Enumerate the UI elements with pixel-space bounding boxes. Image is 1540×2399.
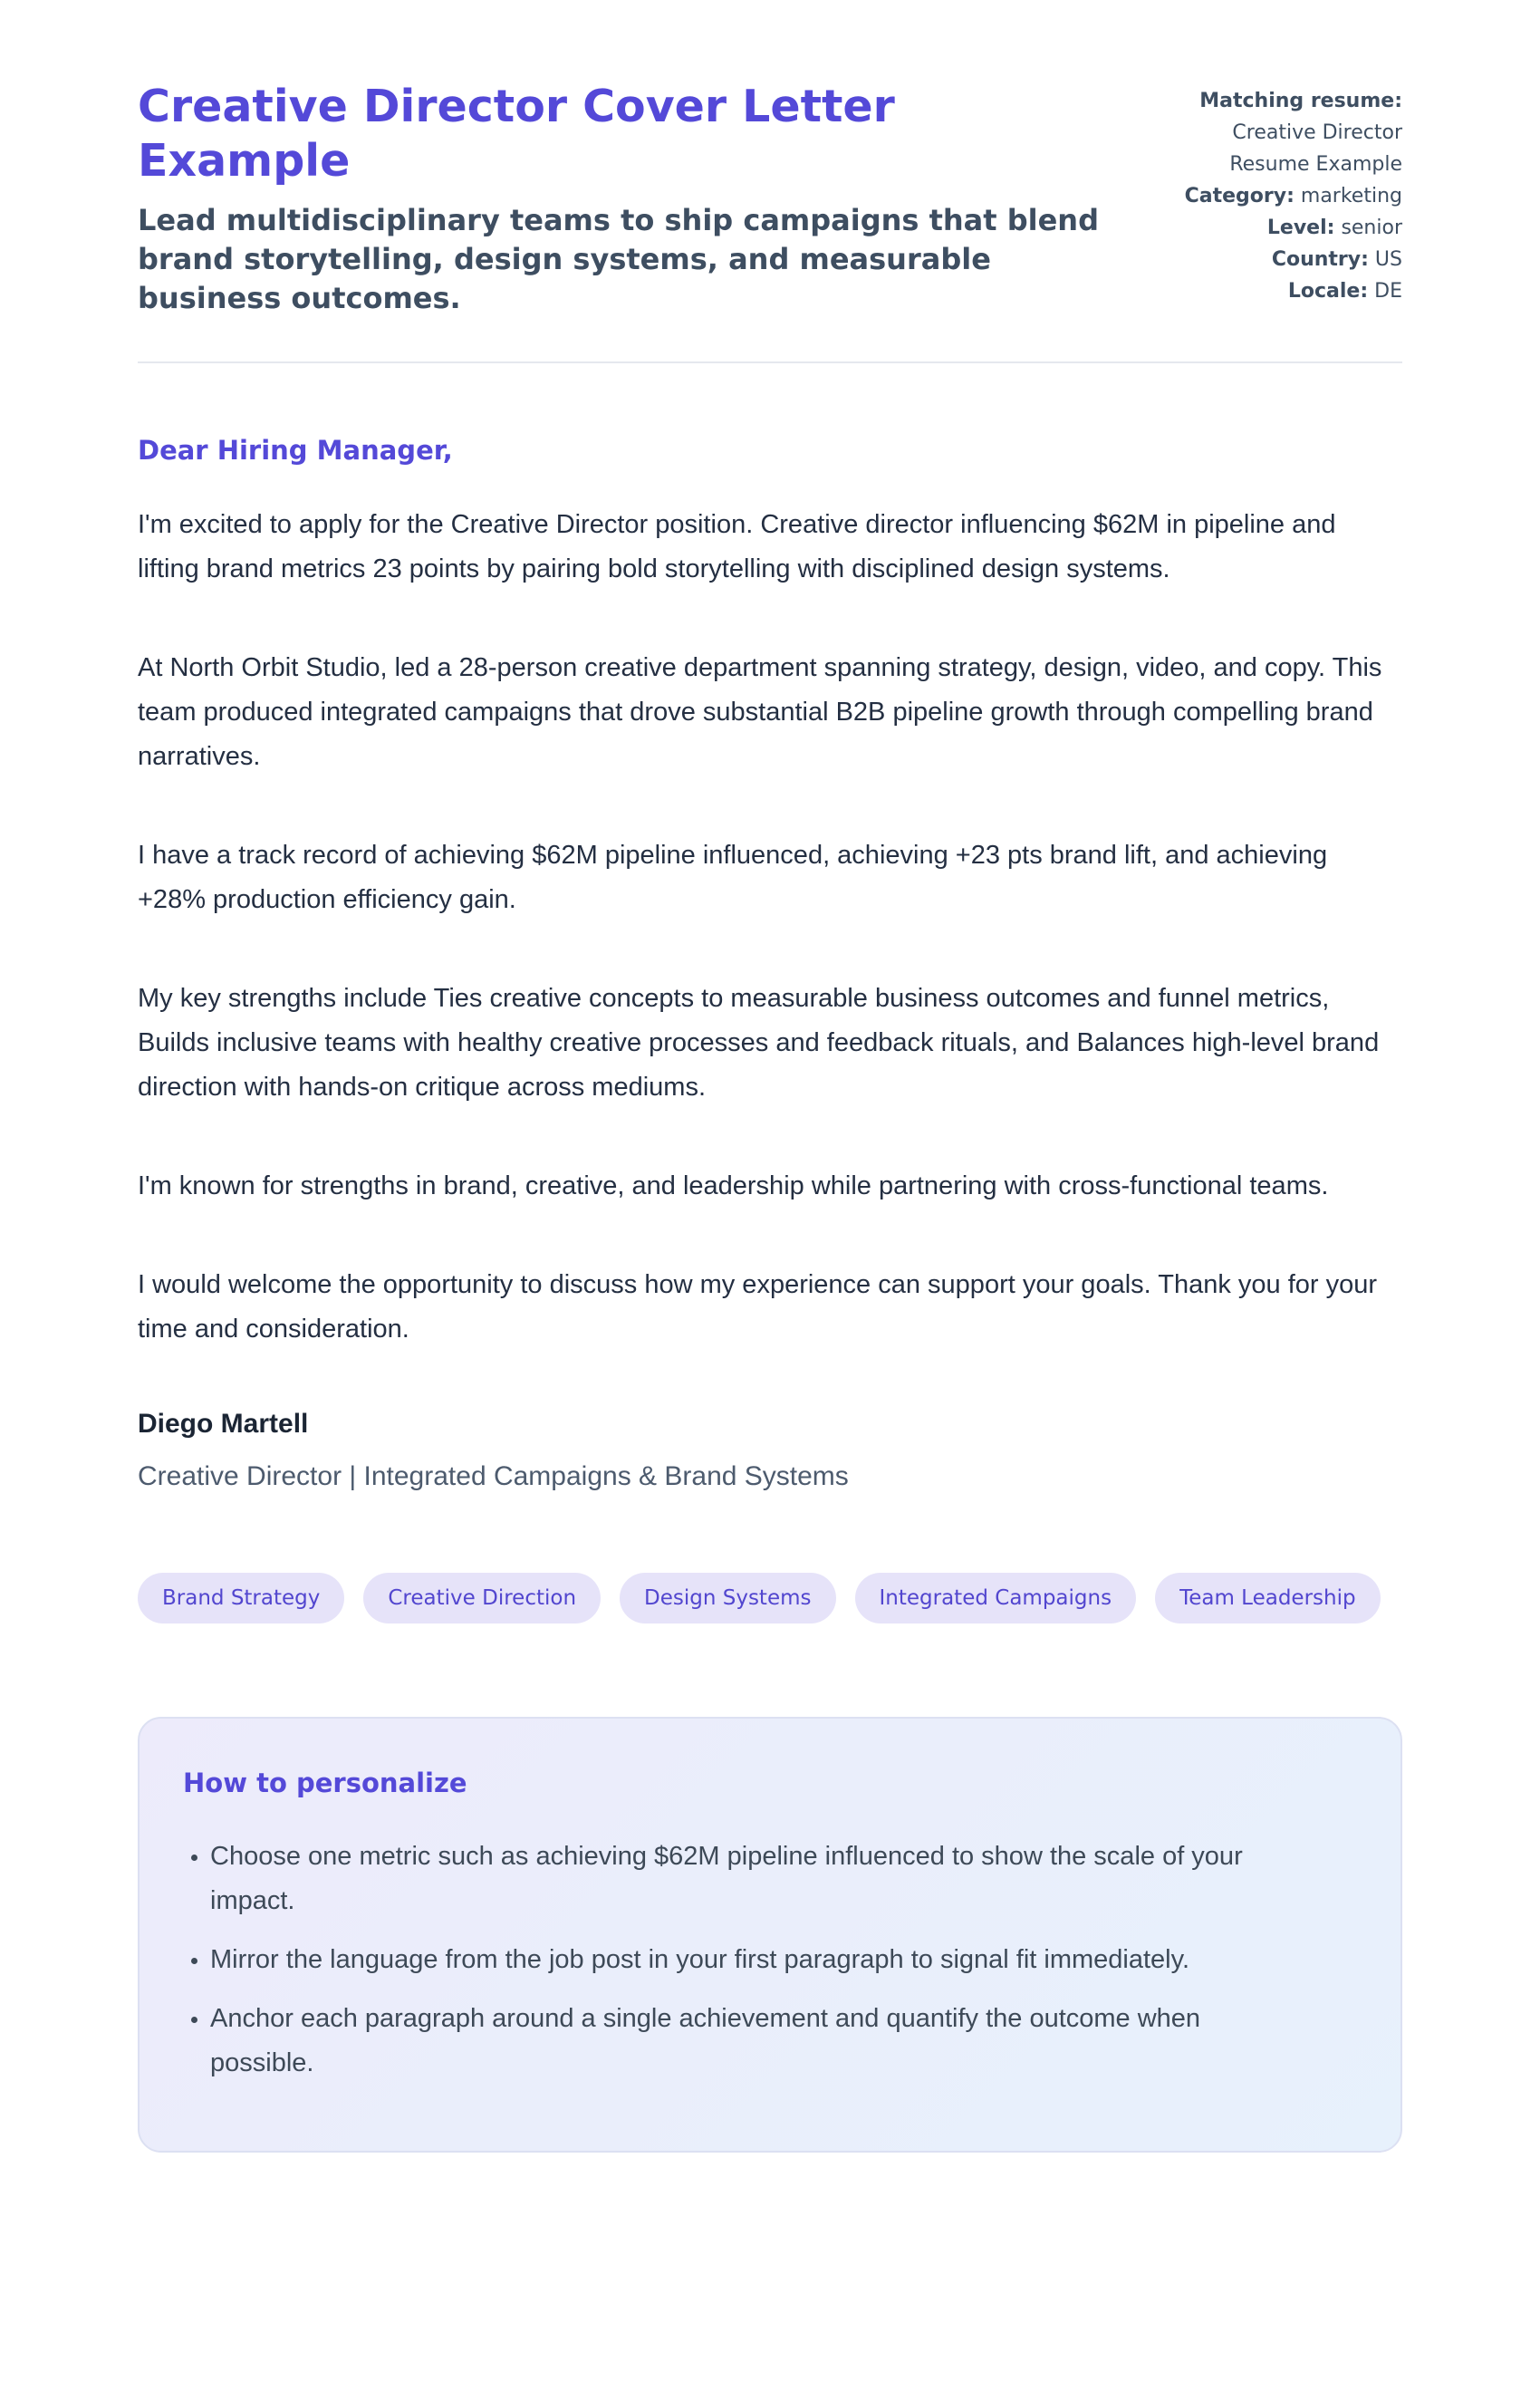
meta-country [1149, 244, 1402, 275]
header-left [138, 80, 1112, 318]
meta-locale-label: Locale: [1287, 280, 1369, 303]
page-title: Creative Director Cover Letter Example [138, 81, 895, 187]
letter-paragraphs [138, 503, 1402, 1352]
meta-category-label: Category: [1184, 185, 1295, 207]
letter-paragraph: I'm excited to apply for the Creative Director position. Creative director influencing $62M in pipeline and lifting brand metrics 23 points by pairing bold storytelling with disciplined design systems. [138, 510, 1336, 583]
personalize-title: How to personalize [183, 1768, 467, 1798]
meta-country-value: US [1374, 248, 1402, 271]
meta-matching-resume-value: Creative Director Resume Example [1229, 121, 1402, 176]
skill-tag: Brand Strategy [138, 1573, 344, 1623]
skill-tags [138, 1573, 1402, 1623]
meta-category-value: marketing [1300, 185, 1402, 207]
meta-matching-resume-label: Matching resume: [1199, 90, 1402, 112]
header [138, 80, 1402, 318]
personalize-tip: • Anchor each paragraph around a single achievement and quantify the outcome when possible. [210, 1997, 1279, 2086]
page-subtitle: Lead multidisciplinary teams to ship campaigns that blend brand storytelling, design systems, and measurable business outcomes. [138, 203, 1099, 315]
skill-tag: Design Systems [620, 1573, 835, 1623]
meta-level [1149, 212, 1402, 244]
signature-name: Diego Martell [138, 1409, 309, 1439]
resume-meta [1149, 80, 1402, 307]
meta-level-label: Level: [1266, 217, 1335, 239]
letter-body [138, 430, 1402, 1495]
personalize-tip: • Mirror the language from the job post in your first paragraph to signal fit immediately. [210, 1938, 1279, 1982]
meta-country-label: Country: [1271, 248, 1369, 271]
meta-level-value: senior [1341, 217, 1402, 239]
divider [138, 361, 1402, 363]
letter-paragraph: At North Orbit Studio, led a 28-person creative department spanning strategy, design, video, and copy. This team produced integrated campaigns that drove substantial B2B pipeline growth through compelling brand narratives. [138, 653, 1382, 771]
skill-tag: Integrated Campaigns [855, 1573, 1137, 1623]
meta-locale [1149, 275, 1402, 307]
greeting: Dear Hiring Manager, [138, 435, 453, 466]
meta-matching-resume [1149, 85, 1402, 180]
signature-role: Creative Director | Integrated Campaigns & Brand Systems [138, 1461, 849, 1491]
meta-category [1149, 180, 1402, 212]
personalize-tip: • Choose one metric such as achieving $62M pipeline influenced to show the scale of your impact. [210, 1835, 1279, 1923]
personalize-tips [183, 1835, 1357, 2086]
letter-paragraph: I have a track record of achieving $62M pipeline influenced, achieving +23 pts brand lift, and achieving +28% production efficiency gain. [138, 841, 1328, 914]
letter-paragraph: My key strengths include Ties creative concepts to measurable business outcomes and funnel metrics, Builds inclusive teams with healthy creative processes and feedback rituals, and Balances high-level brand direction with hands-on critique across mediums. [138, 984, 1380, 1102]
letter-paragraph: I would welcome the opportunity to discuss how my experience can support your goals. Thank you for your time and consideration. [138, 1270, 1378, 1344]
letter-paragraph: I'm known for strengths in brand, creative, and leadership while partnering with cross-functional teams. [138, 1171, 1329, 1200]
skill-tag: Creative Direction [363, 1573, 601, 1623]
meta-locale-value: DE [1374, 280, 1402, 303]
skill-tag: Team Leadership [1155, 1573, 1381, 1623]
personalize-box [138, 1717, 1402, 2153]
